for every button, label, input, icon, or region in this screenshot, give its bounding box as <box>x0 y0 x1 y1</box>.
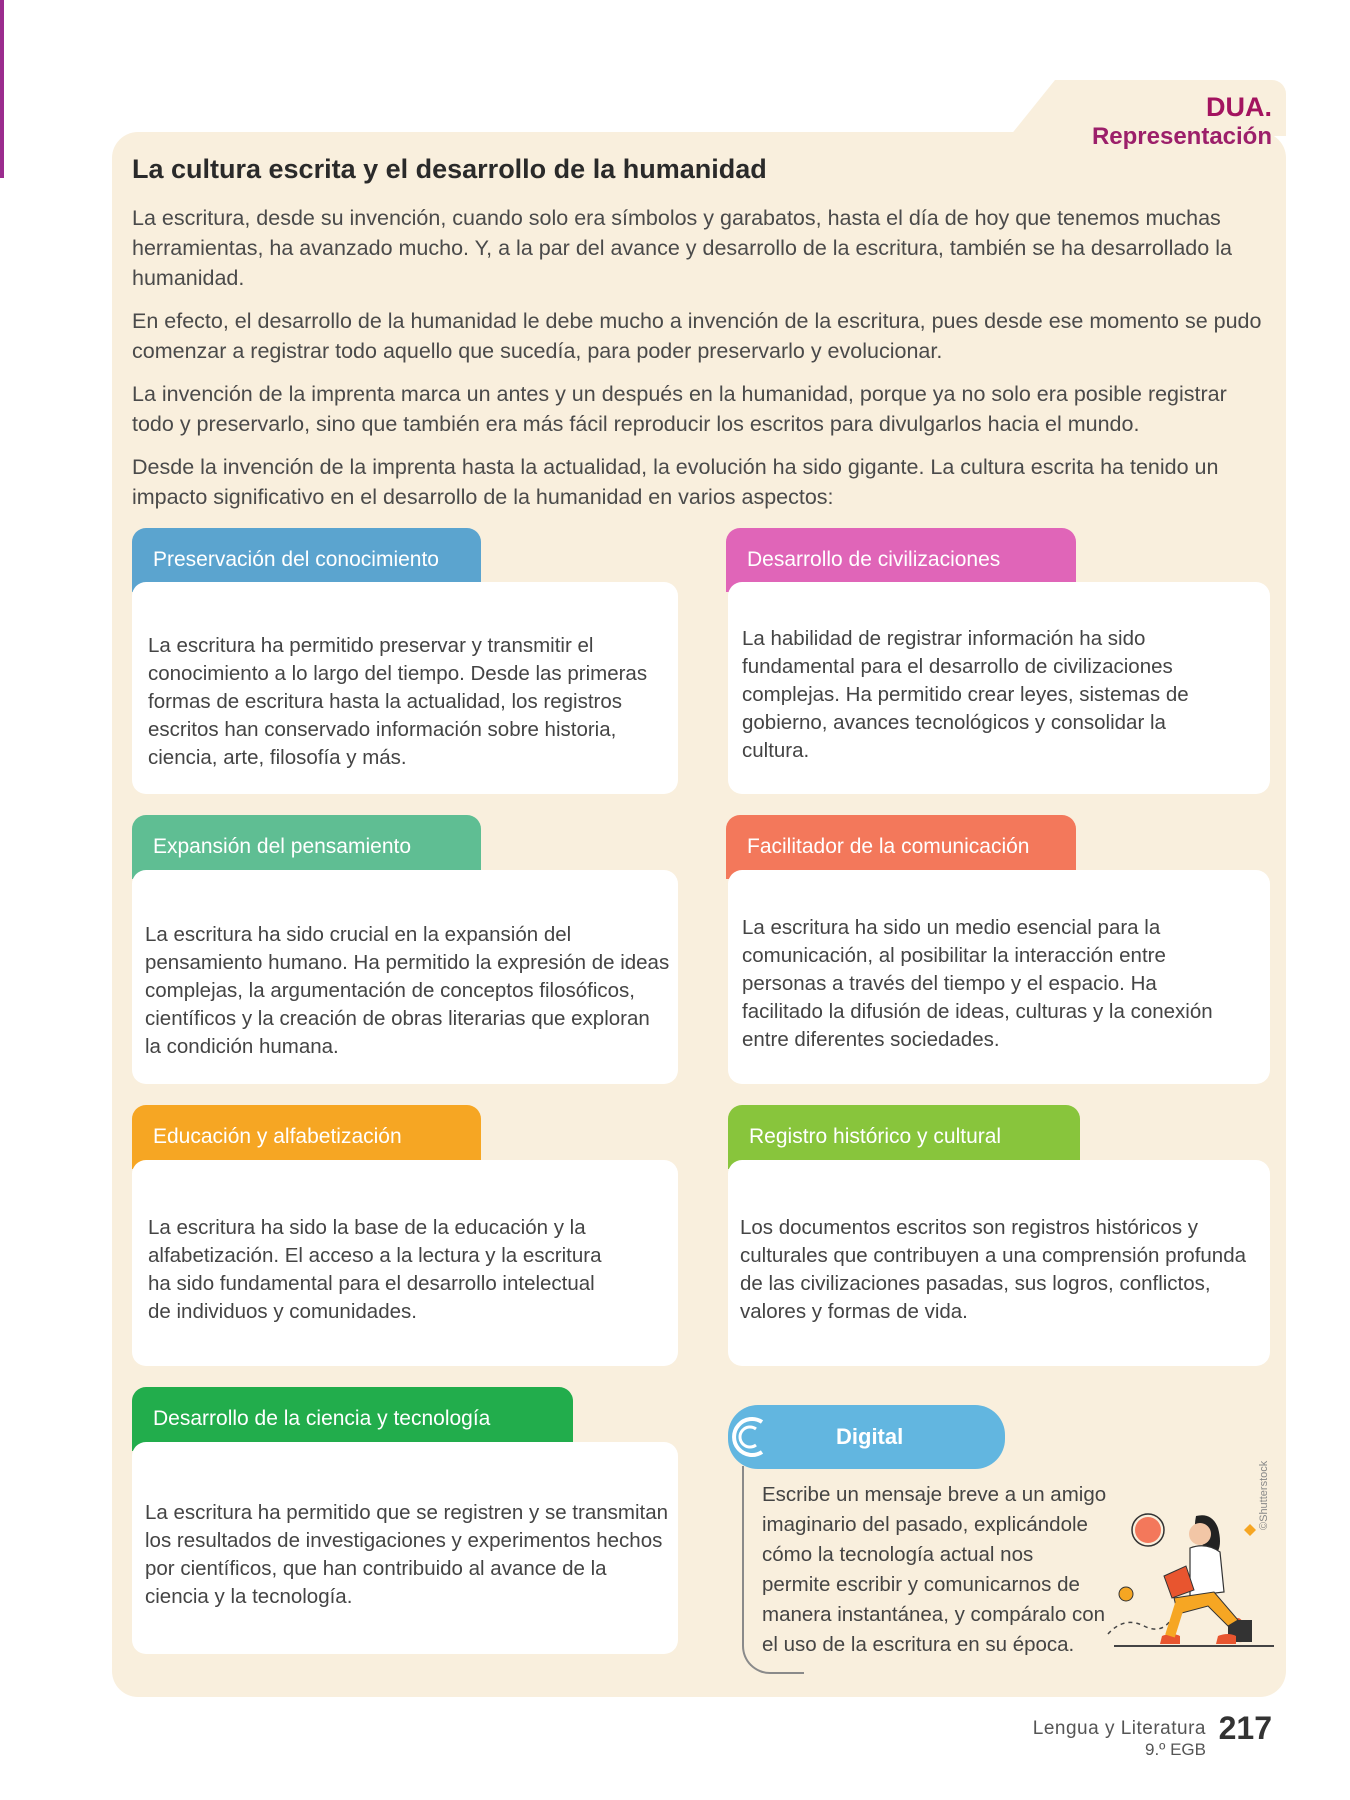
paragraph: La invención de la imprenta marca un antes y un después en la humanidad, porque ya no solo era posible registrar todo y preservarlo, sino que también era más fácil reproducir los escritos para divulgarlos hacia el mundo. <box>132 382 1227 436</box>
section-title: La cultura escrita y el desarrollo de la humanidad <box>132 154 767 184</box>
card-label-preservacion: Preservación del conocimiento <box>132 528 481 592</box>
card-registro <box>728 1160 1270 1366</box>
footer-grade: 9.º EGB <box>1144 1740 1206 1759</box>
card-text: La escritura ha sido crucial en la expansión del pensamiento humano. Ha permitido la expresión de ideas complejas, la argumentación de conceptos filosóficos, científicos y la creación de obras literarias que exploran la condición humana. <box>145 923 670 1058</box>
footer-subject: Lengua y Literatura <box>1032 1718 1206 1739</box>
digital-activity-text: Escribe un mensaje breve a un amigo imaginario del pasado, explicándole cómo la tecnología actual nos permite escribir y comunicarnos de manera instantánea, y compáralo con el uso de la escritura en su época. <box>762 1483 1107 1656</box>
card-label-pensamiento: Expansión del pensamiento <box>132 815 481 879</box>
card-label-educacion: Educación y alfabetización <box>132 1105 481 1169</box>
digital-label: Digital <box>728 1405 1005 1469</box>
card-preservacion <box>132 582 678 794</box>
card-comunicacion <box>728 870 1270 1084</box>
paragraph: La escritura, desde su invención, cuando solo era símbolos y garabatos, hasta el día de hoy que tenemos muchas herramientas, ha avanzado mucho. Y, a la par del avance y desarrollo de la escritura, también se ha desarrollado la humanidad. <box>132 206 1232 290</box>
page-edge-marker <box>0 0 4 178</box>
dua-bold: DUA. <box>1206 92 1272 122</box>
dua-type: Representación <box>1091 123 1272 150</box>
paragraph: Desde la invención de la imprenta hasta la actualidad, la evolución ha sido gigante. La cultura escrita ha tenido un impacto significativo en el desarrollo de la humanidad en varios aspectos: <box>132 455 1219 509</box>
card-text: La escritura ha sido un medio esencial para la comunicación, al posibilitar la interacción entre personas a través del tiempo y el espacio. Ha facilitado la difusión de ideas, culturas y la conexión entre diferentes sociedades. <box>742 916 1213 1051</box>
card-text: La habilidad de registrar información ha sido fundamental para el desarrollo de civilizaciones complejas. Ha permitido crear leyes, sistemas de gobierno, avances tecnológicos y consolidar la cultura. <box>742 627 1189 762</box>
dua-header <box>1022 92 1272 151</box>
card-text: La escritura ha sido la base de la educación y la alfabetización. El acceso a la lectura y la escritura ha sido fundamental para el desarrollo intelectual de individuos y comunidades. <box>148 1216 602 1323</box>
card-educacion <box>132 1160 678 1366</box>
card-pensamiento <box>132 870 678 1084</box>
card-text: Los documentos escritos son registros históricos y culturales que contribuyen a una comprensión profunda de las civilizaciones pasadas, sus logros, conflictos, valores y formas de vida. <box>740 1216 1246 1323</box>
card-label-comunicacion: Facilitador de la comunicación <box>726 815 1076 879</box>
card-civilizaciones <box>728 582 1270 794</box>
card-label-ciencia: Desarrollo de la ciencia y tecnología <box>132 1387 573 1451</box>
page-number: 217 <box>1218 1710 1272 1746</box>
card-label-civilizaciones: Desarrollo de civilizaciones <box>726 528 1076 592</box>
card-text: La escritura ha permitido preservar y transmitir el conocimiento a lo largo del tiempo. Desde las primeras formas de escritura hasta la actualidad, los registros escritos han conservado información sobre historia, ciencia, arte, filosofía y más. <box>148 634 648 769</box>
card-label-registro: Registro histórico y cultural <box>728 1105 1080 1169</box>
digital-c-icon <box>724 1412 770 1462</box>
reading-woman-illustration <box>1104 1486 1280 1656</box>
image-credit: ©Shutterstock <box>1258 1460 1270 1530</box>
card-ciencia <box>132 1442 678 1654</box>
paragraph: En efecto, el desarrollo de la humanidad le debe mucho a invención de la escritura, pues desde ese momento se pudo comenzar a registrar todo aquello que sucedía, para poder preservarlo y evolucionar. <box>132 309 1262 363</box>
card-text: La escritura ha permitido que se registren y se transmitan los resultados de investigaciones y experimentos hechos por científicos, que han contribuido al avance de la ciencia y la tecnología. <box>145 1501 669 1608</box>
